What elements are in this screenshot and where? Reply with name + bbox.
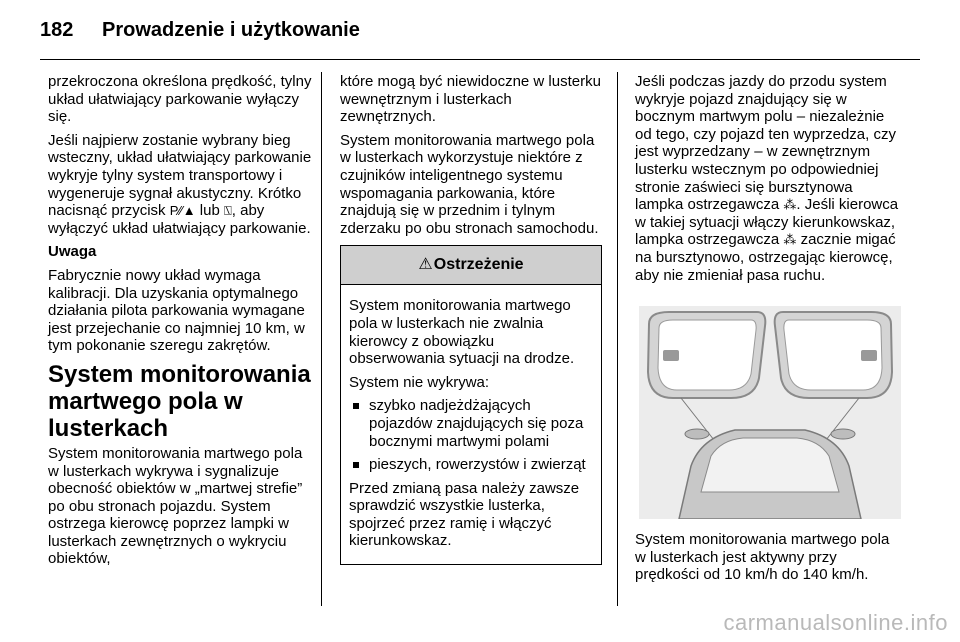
paragraph: które mogą być niewidoczne w lusterku wewnętrznym i lusterkach zewnętrznych. [340,73,601,126]
list-item: szybko nadjeżdżających pojazdów znajdujących się poza bocznymi martwymi polami [349,397,593,450]
parking-assist-icon: P⁄⁄▲ [169,203,196,219]
column-divider [617,72,618,606]
page-header [40,10,360,50]
page-number: 182 [40,18,74,41]
note-title: Uwaga [48,243,97,261]
paragraph: Jeśli podczas jazdy do przodu system wykryje pojazd znajdujący się w bocznym martwym polu – niezależnie od tego, czy pojazd ten wyprzedza, czy jest wyprzedzany – w zewnętrznym lusterku wstecznym po odpowiedniej stronie zaświeci się bursztynowa lampka ostrzegawcza ⁂. Jeśli kierowca w takiej sytuacji włączy kierunkowskaz, lampka ostrzegawcza ⁂ zacznie migać na bursztynowo, ostrzegając kierowcę, aby nie zmieniał pasa ruchu. [635,73,899,284]
warning-icon: ⚠ [418,256,433,274]
paragraph: System monitorowania martwego pola w lusterkach wykorzystuje niektóre z czujników inteligentnego systemu wspomagania parkowania, które znajdują się w przednim i tylnym zderzaku po obu stronach samochodu. [340,131,599,237]
paragraph: Przed zmianą pasa należy zawsze sprawdzić wszystkie lusterka, spojrzeć przez ramię i włączyć kierunkowskaz. [349,479,580,550]
warning-header [341,246,601,285]
bullet-icon [353,403,359,409]
paragraph: System monitorowania martwego pola w lusterkach nie zwalnia kierowcy z obowiązku obserwowania sytuacji na drodze. [349,297,575,368]
column-middle [340,73,604,565]
paragraph: System monitorowania martwego pola w lusterkach wykrywa i sygnalizuje obecność obiektów w „martwej strefie” po obu stronach pojazdu. System ostrzega kierowcę poprzez lampki w lusterkach zewnętrznych o wykryciu obiektów, [48,444,303,568]
warning-title: Ostrzeżenie [433,256,524,274]
warning-box [340,245,602,565]
figure-caption: System monitorowania martwego pola w lusterkach jest aktywny przy prędkości od 10 km/h do 140 km/h. [635,531,890,584]
bullet-icon [353,462,359,468]
blind-spot-warning-icon: ⁂ [783,197,797,213]
column-left [48,73,312,574]
watermark: carmanualsonline.info [723,610,948,635]
note-text: Fabrycznie nowy układ wymaga kalibracji. Dla uzyskania optymalnego działania pilota parkowania wymagane jest przejechanie co najmniej 10 km, w tym pokonanie szeregu zakrętów. [48,266,305,355]
section-heading: System monitorowania martwego pola w lusterkach [48,360,311,442]
paragraph: przekroczona określona prędkość, tylny układ ułatwiający parkowanie wyłączy się. [48,73,312,126]
header-divider [40,59,920,60]
column-divider [321,72,322,606]
towbar-icon: ⍂ [223,203,232,219]
warning-body [341,285,601,564]
list-item: pieszych, rowerzystów i zwierząt [349,456,593,474]
paragraph: System nie wykrywa: [349,373,490,391]
page-title: Prowadzenie i użytkowanie [102,18,360,41]
blind-spot-warning-icon: ⁂ [783,232,797,248]
mirror-illustration [639,306,901,519]
paragraph: Jeśli najpierw zostanie wybrany bieg wsteczny, układ ułatwiający parkowanie wykryje tylny system transportowy i wygeneruje sygnał akustyczny. Krótko nacisnąć przycisk P⁄⁄▲ lub ⍂, aby wyłączyć układ ułatwiający parkowanie. [48,131,312,237]
column-right [635,73,903,590]
